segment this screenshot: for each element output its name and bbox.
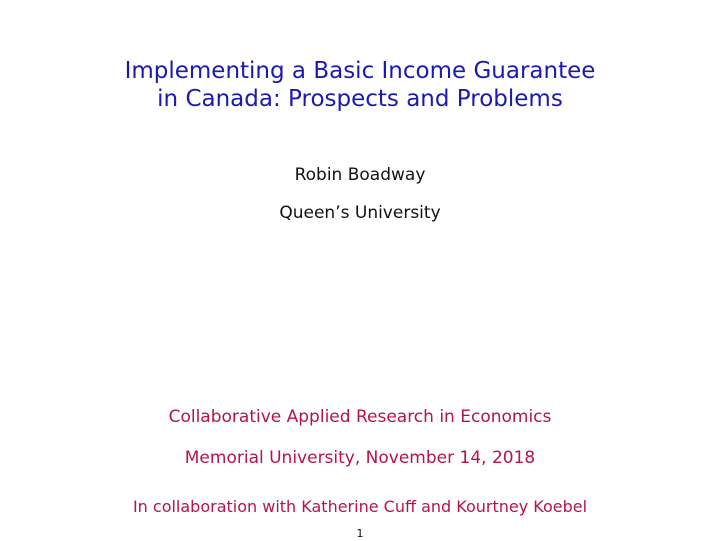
page-number: 1 xyxy=(356,527,364,540)
venue-location-date: Memorial University, November 14, 2018 xyxy=(184,448,536,468)
collaboration-note: In collaboration with Katherine Cuff and Kourtney Koebel xyxy=(132,497,588,516)
venue-event: Collaborative Applied Research in Economics xyxy=(168,407,552,427)
author-affiliation: Queen’s University xyxy=(279,203,441,223)
slide-title-line-1: Implementing a Basic Income Guarantee xyxy=(124,58,596,84)
slide-title-line-2: in Canada: Prospects and Problems xyxy=(157,86,563,112)
author-name: Robin Boadway xyxy=(294,165,426,185)
